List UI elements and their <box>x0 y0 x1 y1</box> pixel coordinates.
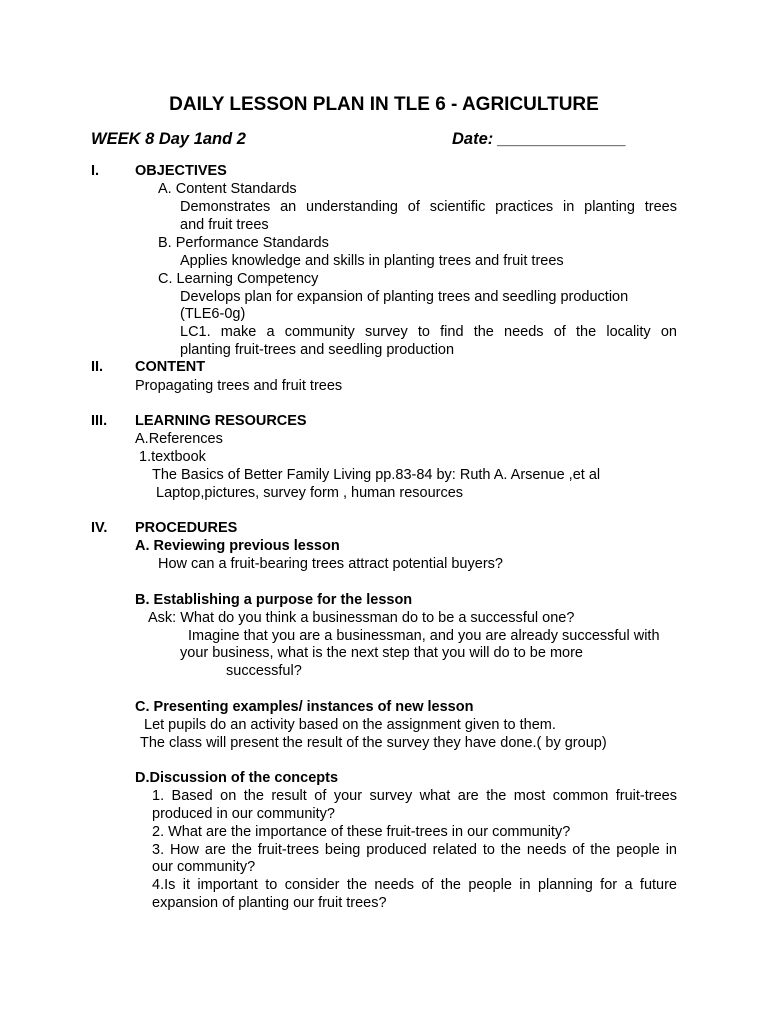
establishing-purpose-imagine: Imagine that you are a businessman, and you are already successful with <box>188 628 660 644</box>
date-label: Date: ______________ <box>452 130 627 148</box>
learning-competency-label: C. Learning Competency <box>158 271 319 287</box>
reviewing-lesson-text: How can a fruit-bearing trees attract potential buyers? <box>158 556 503 572</box>
references-label: A.References <box>135 431 223 447</box>
procedures-heading: PROCEDURES <box>135 520 238 536</box>
lc1-text-cont: planting fruit-trees and seedling production <box>180 342 455 358</box>
section-numeral-3: III. <box>91 413 108 429</box>
learning-resources-heading: LEARNING RESOURCES <box>135 413 307 429</box>
materials-text: Laptop,pictures, survey form , human resources <box>156 485 464 501</box>
content-text: Propagating trees and fruit trees <box>135 378 343 394</box>
performance-standards-label: B. Performance Standards <box>158 235 329 251</box>
discussion-q4-cont: expansion of planting our fruit trees? <box>152 895 387 911</box>
content-heading: CONTENT <box>135 359 206 375</box>
establishing-purpose-imagine-end: successful? <box>226 663 302 679</box>
content-standards-text-cont: and fruit trees <box>180 217 269 233</box>
section-numeral-4: IV. <box>91 520 108 536</box>
reviewing-lesson-label: A. Reviewing previous lesson <box>135 538 340 554</box>
discussion-label: D.Discussion of the concepts <box>135 770 339 786</box>
section-numeral-1: I. <box>91 163 100 179</box>
presenting-examples-text-2: The class will present the result of the survey they have done.( by group) <box>140 735 607 751</box>
page-title: DAILY LESSON PLAN IN TLE 6 - AGRICULTURE <box>169 94 599 115</box>
section-numeral-2: II. <box>91 359 104 375</box>
establishing-purpose-ask: Ask: What do you think a businessman do to be a successful one? <box>148 610 575 626</box>
textbook-label: 1.textbook <box>139 449 206 465</box>
establishing-purpose-label: B. Establishing a purpose for the lesson <box>135 592 413 608</box>
discussion-q1: 1. Based on the result of your survey what are the most common fruit-trees <box>152 788 677 804</box>
presenting-examples-label: C. Presenting examples/ instances of new lesson <box>135 699 474 715</box>
textbook-reference: The Basics of Better Family Living pp.83-84 by: Ruth A. Arsenue ,et al <box>152 467 601 483</box>
content-standards-label: A. Content Standards <box>158 181 297 197</box>
discussion-q4: 4.Is it important to consider the needs of the people in planning for a future <box>152 877 677 893</box>
objectives-heading: OBJECTIVES <box>135 163 227 179</box>
content-standards-text: Demonstrates an understanding of scientific practices in planting trees <box>180 199 677 215</box>
learning-competency-code: (TLE6-0g) <box>180 306 246 322</box>
establishing-purpose-imagine-cont: your business, what is the next step that you will do to be more <box>180 645 583 661</box>
discussion-q3: 3. How are the fruit-trees being produced related to the needs of the people in <box>152 842 677 858</box>
discussion-q3-cont: our community? <box>152 859 256 875</box>
discussion-q2: 2. What are the importance of these fruit-trees in our community? <box>152 824 571 840</box>
discussion-q1-cont: produced in our community? <box>152 806 335 822</box>
week-label: WEEK 8 Day 1and 2 <box>91 130 246 148</box>
presenting-examples-text-1: Let pupils do an activity based on the assignment given to them. <box>144 717 556 733</box>
lc1-text: LC1. make a community survey to find the needs of the locality on <box>180 324 677 340</box>
learning-competency-text: Develops plan for expansion of planting trees and seedling production <box>180 289 629 305</box>
performance-standards-text: Applies knowledge and skills in planting trees and fruit trees <box>180 253 564 269</box>
